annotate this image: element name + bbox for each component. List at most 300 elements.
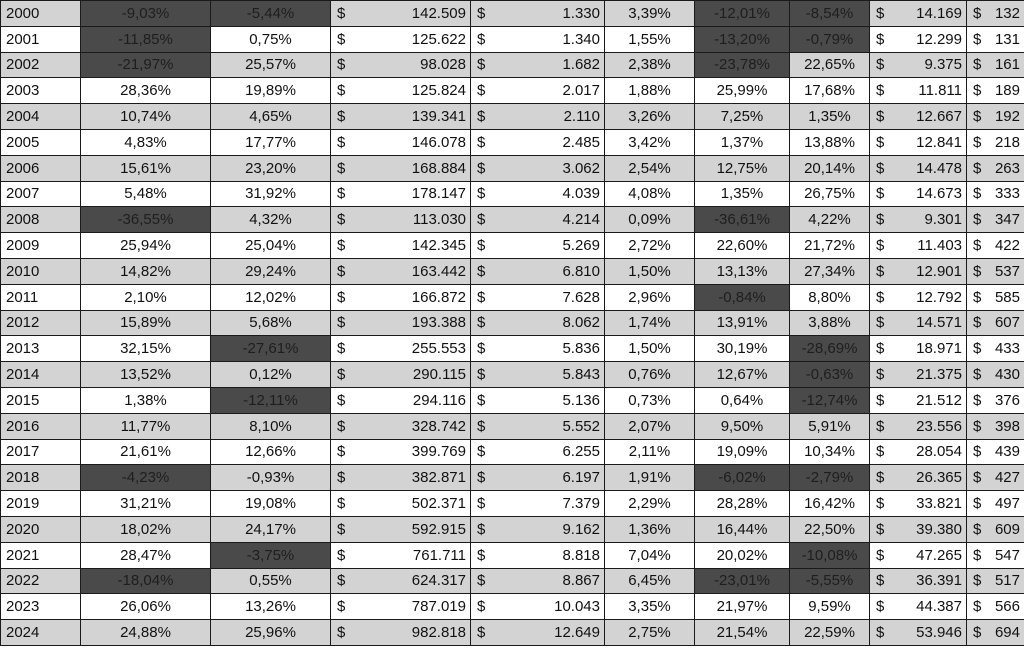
table-row (1, 336, 1024, 362)
cell-value: 47.265 (916, 546, 962, 564)
currency-symbol: $ (973, 366, 982, 384)
cell-value: 12.649 (554, 624, 600, 642)
currency-symbol: $ (337, 4, 346, 22)
currency-symbol: $ (876, 237, 885, 255)
value-b-cell (471, 568, 605, 594)
value-c-cell (870, 491, 967, 517)
pct-e-cell: -0,63% (790, 362, 870, 388)
cell-value: 44.387 (916, 598, 962, 616)
value-d-cell (967, 78, 1024, 104)
value-d-cell (967, 491, 1024, 517)
pct-d-cell: 13,91% (695, 310, 790, 336)
currency-symbol: $ (337, 469, 346, 487)
pct-a-cell: 11,77% (81, 413, 211, 439)
pct-e-cell: 20,14% (790, 155, 870, 181)
value-c-cell (870, 568, 967, 594)
value-c-cell (870, 78, 967, 104)
cell-value: 439 (994, 443, 1020, 461)
cell-value: 11.811 (918, 82, 962, 100)
cell-value: 6.197 (562, 469, 600, 487)
year-cell: 2009 (1, 233, 81, 259)
value-d-cell (967, 568, 1024, 594)
pct-e-cell: 16,42% (790, 491, 870, 517)
cell-value: 9.375 (924, 56, 962, 74)
cell-value: 12.667 (916, 108, 962, 126)
currency-symbol: $ (477, 314, 486, 332)
currency-symbol: $ (337, 520, 346, 538)
value-b-cell (471, 465, 605, 491)
pct-c-cell: 2,96% (605, 284, 695, 310)
currency-symbol: $ (337, 443, 346, 461)
cell-value: 5.552 (562, 417, 600, 435)
value-c-cell (870, 413, 967, 439)
cell-value: 163.442 (411, 262, 466, 280)
value-d-cell (967, 620, 1024, 646)
currency-symbol: $ (973, 469, 982, 487)
cell-value: 607 (994, 314, 1020, 332)
value-c-cell (870, 258, 967, 284)
value-c-cell (870, 387, 967, 413)
value-c-cell (870, 52, 967, 78)
value-a-cell (331, 258, 471, 284)
year-cell: 2007 (1, 181, 81, 207)
pct-c-cell: 0,73% (605, 387, 695, 413)
cell-value: 2.110 (563, 108, 600, 126)
currency-symbol: $ (477, 520, 486, 538)
pct-b-cell: 19,08% (211, 491, 331, 517)
value-a-cell (331, 387, 471, 413)
value-d-cell (967, 181, 1024, 207)
year-cell: 2003 (1, 78, 81, 104)
currency-symbol: $ (876, 56, 885, 74)
value-b-cell (471, 620, 605, 646)
cell-value: 23.556 (916, 417, 962, 435)
cell-value: 21.375 (916, 366, 962, 384)
currency-symbol: $ (876, 391, 885, 409)
currency-symbol: $ (337, 624, 346, 642)
value-c-cell (870, 129, 967, 155)
currency-symbol: $ (973, 495, 982, 513)
value-b-cell (471, 1, 605, 27)
cell-value: 4.214 (562, 211, 600, 229)
pct-b-cell: -27,61% (211, 336, 331, 362)
cell-value: 376 (994, 391, 1020, 409)
pct-e-cell: 27,34% (790, 258, 870, 284)
currency-symbol: $ (876, 598, 885, 616)
currency-symbol: $ (973, 30, 982, 48)
pct-e-cell: 22,59% (790, 620, 870, 646)
pct-c-cell: 2,72% (605, 233, 695, 259)
pct-c-cell: 2,38% (605, 52, 695, 78)
cell-value: 497 (994, 495, 1020, 513)
currency-symbol: $ (973, 443, 982, 461)
pct-c-cell: 1,36% (605, 516, 695, 542)
value-a-cell (331, 465, 471, 491)
pct-d-cell: -6,02% (695, 465, 790, 491)
cell-value: 189 (994, 82, 1020, 100)
value-a-cell (331, 439, 471, 465)
year-cell: 2006 (1, 155, 81, 181)
cell-value: 166.872 (411, 288, 466, 306)
currency-symbol: $ (973, 56, 982, 74)
cell-value: 161 (994, 56, 1020, 74)
cell-value: 168.884 (411, 159, 466, 177)
currency-symbol: $ (477, 340, 486, 358)
pct-b-cell: -0,93% (211, 465, 331, 491)
table-row (1, 310, 1024, 336)
value-d-cell (967, 310, 1024, 336)
pct-d-cell: 16,44% (695, 516, 790, 542)
currency-symbol: $ (973, 108, 982, 126)
year-cell: 2015 (1, 387, 81, 413)
table-row (1, 491, 1024, 517)
pct-e-cell: 22,50% (790, 516, 870, 542)
currency-symbol: $ (876, 520, 885, 538)
cell-value: 1.340 (562, 30, 600, 48)
cell-value: 537 (994, 262, 1020, 280)
pct-e-cell: 10,34% (790, 439, 870, 465)
value-b-cell (471, 129, 605, 155)
pct-e-cell: 17,68% (790, 78, 870, 104)
currency-symbol: $ (973, 211, 982, 229)
value-b-cell (471, 78, 605, 104)
pct-a-cell: -36,55% (81, 207, 211, 233)
cell-value: 12.901 (916, 262, 962, 280)
pct-e-cell: 13,88% (790, 129, 870, 155)
currency-symbol: $ (477, 288, 486, 306)
cell-value: 333 (994, 185, 1020, 203)
currency-symbol: $ (973, 82, 982, 100)
cell-value: 694 (994, 624, 1020, 642)
pct-a-cell: -18,04% (81, 568, 211, 594)
pct-d-cell: 21,97% (695, 594, 790, 620)
year-cell: 2004 (1, 104, 81, 130)
pct-d-cell: -13,20% (695, 26, 790, 52)
pct-d-cell: -12,01% (695, 1, 790, 27)
pct-e-cell: -28,69% (790, 336, 870, 362)
cell-value: 8.818 (562, 546, 600, 564)
cell-value: 218 (994, 133, 1020, 151)
value-d-cell (967, 1, 1024, 27)
cell-value: 12.299 (916, 30, 962, 48)
value-b-cell (471, 387, 605, 413)
value-b-cell (471, 336, 605, 362)
pct-c-cell: 3,26% (605, 104, 695, 130)
value-a-cell (331, 284, 471, 310)
currency-symbol: $ (337, 366, 346, 384)
cell-value: 12.841 (916, 133, 962, 151)
value-b-cell (471, 594, 605, 620)
currency-symbol: $ (477, 443, 486, 461)
pct-b-cell: -12,11% (211, 387, 331, 413)
currency-symbol: $ (876, 159, 885, 177)
currency-symbol: $ (973, 4, 982, 22)
pct-a-cell: 1,38% (81, 387, 211, 413)
pct-c-cell: 3,42% (605, 129, 695, 155)
currency-symbol: $ (337, 237, 346, 255)
currency-symbol: $ (876, 624, 885, 642)
cell-value: 624.317 (411, 572, 466, 590)
currency-symbol: $ (973, 262, 982, 280)
value-a-cell (331, 568, 471, 594)
currency-symbol: $ (876, 443, 885, 461)
pct-e-cell: -8,54% (790, 1, 870, 27)
cell-value: 5.136 (562, 391, 600, 409)
cell-value: 7.379 (562, 495, 600, 513)
currency-symbol: $ (876, 211, 885, 229)
cell-value: 5.843 (562, 366, 600, 384)
pct-a-cell: 4,83% (81, 129, 211, 155)
pct-c-cell: 3,39% (605, 1, 695, 27)
cell-value: 382.871 (411, 469, 466, 487)
year-cell: 2018 (1, 465, 81, 491)
currency-symbol: $ (337, 159, 346, 177)
currency-symbol: $ (876, 469, 885, 487)
cell-value: 347 (994, 211, 1020, 229)
cell-value: 10.043 (554, 598, 600, 616)
year-cell: 2012 (1, 310, 81, 336)
table-body (1, 1, 1024, 646)
value-a-cell (331, 336, 471, 362)
currency-symbol: $ (477, 30, 486, 48)
cell-value: 255.553 (411, 340, 466, 358)
value-b-cell (471, 413, 605, 439)
pct-d-cell: 25,99% (695, 78, 790, 104)
value-c-cell (870, 310, 967, 336)
currency-symbol: $ (876, 495, 885, 513)
table-row (1, 362, 1024, 388)
pct-e-cell: 8,80% (790, 284, 870, 310)
pct-a-cell: 18,02% (81, 516, 211, 542)
table-row (1, 284, 1024, 310)
table-row (1, 594, 1024, 620)
pct-b-cell: 5,68% (211, 310, 331, 336)
cell-value: 2.485 (562, 133, 600, 151)
pct-d-cell: -36,61% (695, 207, 790, 233)
cell-value: 142.345 (411, 237, 466, 255)
year-cell: 2013 (1, 336, 81, 362)
pct-a-cell: -11,85% (81, 26, 211, 52)
pct-c-cell: 1,91% (605, 465, 695, 491)
currency-symbol: $ (876, 288, 885, 306)
currency-symbol: $ (973, 546, 982, 564)
pct-d-cell: 22,60% (695, 233, 790, 259)
cell-value: 193.388 (411, 314, 466, 332)
currency-symbol: $ (337, 572, 346, 590)
pct-e-cell: -5,55% (790, 568, 870, 594)
table-row (1, 78, 1024, 104)
cell-value: 36.391 (916, 572, 962, 590)
value-d-cell (967, 155, 1024, 181)
table-row (1, 233, 1024, 259)
pct-c-cell: 1,88% (605, 78, 695, 104)
cell-value: 6.810 (562, 262, 600, 280)
pct-d-cell: -23,01% (695, 568, 790, 594)
pct-b-cell: 23,20% (211, 155, 331, 181)
cell-value: 566 (994, 598, 1020, 616)
table-row (1, 413, 1024, 439)
year-cell: 2022 (1, 568, 81, 594)
value-b-cell (471, 439, 605, 465)
currency-symbol: $ (477, 469, 486, 487)
pct-b-cell: 13,26% (211, 594, 331, 620)
pct-c-cell: 1,74% (605, 310, 695, 336)
table-row (1, 207, 1024, 233)
value-a-cell (331, 104, 471, 130)
cell-value: 192 (994, 108, 1020, 126)
currency-symbol: $ (337, 288, 346, 306)
value-c-cell (870, 620, 967, 646)
pct-d-cell: 12,75% (695, 155, 790, 181)
currency-symbol: $ (477, 56, 486, 74)
currency-symbol: $ (337, 185, 346, 203)
table-row (1, 181, 1024, 207)
cell-value: 433 (994, 340, 1020, 358)
currency-symbol: $ (337, 262, 346, 280)
value-b-cell (471, 491, 605, 517)
pct-a-cell: 28,36% (81, 78, 211, 104)
currency-symbol: $ (337, 108, 346, 126)
value-c-cell (870, 207, 967, 233)
cell-value: 547 (994, 546, 1020, 564)
pct-b-cell: 4,65% (211, 104, 331, 130)
pct-d-cell: 20,02% (695, 542, 790, 568)
pct-e-cell: 21,72% (790, 233, 870, 259)
table-row (1, 387, 1024, 413)
cell-value: 9.162 (562, 520, 600, 538)
currency-symbol: $ (973, 185, 982, 203)
value-d-cell (967, 207, 1024, 233)
year-cell: 2005 (1, 129, 81, 155)
pct-c-cell: 6,45% (605, 568, 695, 594)
value-a-cell (331, 516, 471, 542)
value-b-cell (471, 26, 605, 52)
value-b-cell (471, 207, 605, 233)
pct-b-cell: 25,57% (211, 52, 331, 78)
cell-value: 263 (994, 159, 1020, 177)
cell-value: 517 (994, 572, 1020, 590)
value-a-cell (331, 542, 471, 568)
year-cell: 2002 (1, 52, 81, 78)
pct-d-cell: 1,35% (695, 181, 790, 207)
currency-symbol: $ (973, 340, 982, 358)
cell-value: 6.255 (562, 443, 600, 461)
cell-value: 8.867 (562, 572, 600, 590)
year-cell: 2020 (1, 516, 81, 542)
value-c-cell (870, 336, 967, 362)
value-b-cell (471, 155, 605, 181)
pct-c-cell: 3,35% (605, 594, 695, 620)
currency-symbol: $ (477, 417, 486, 435)
table-row (1, 516, 1024, 542)
currency-symbol: $ (876, 185, 885, 203)
pct-c-cell: 2,54% (605, 155, 695, 181)
currency-symbol: $ (876, 133, 885, 151)
value-a-cell (331, 620, 471, 646)
currency-symbol: $ (477, 572, 486, 590)
currency-symbol: $ (337, 56, 346, 74)
table-row (1, 104, 1024, 130)
pct-a-cell: 32,15% (81, 336, 211, 362)
pct-d-cell: 21,54% (695, 620, 790, 646)
year-cell: 2016 (1, 413, 81, 439)
pct-b-cell: 4,32% (211, 207, 331, 233)
value-c-cell (870, 465, 967, 491)
currency-symbol: $ (477, 624, 486, 642)
pct-e-cell: 4,22% (790, 207, 870, 233)
cell-value: 502.371 (411, 495, 466, 513)
value-a-cell (331, 155, 471, 181)
pct-a-cell: 15,89% (81, 310, 211, 336)
cell-value: 422 (994, 237, 1020, 255)
value-d-cell (967, 387, 1024, 413)
cell-value: 14.478 (916, 159, 962, 177)
cell-value: 5.836 (562, 340, 600, 358)
currency-symbol: $ (876, 572, 885, 590)
pct-d-cell: 28,28% (695, 491, 790, 517)
pct-e-cell: 3,88% (790, 310, 870, 336)
value-a-cell (331, 362, 471, 388)
cell-value: 142.509 (411, 4, 466, 22)
currency-symbol: $ (337, 546, 346, 564)
cell-value: 113.030 (412, 211, 466, 229)
value-c-cell (870, 26, 967, 52)
currency-symbol: $ (337, 495, 346, 513)
value-d-cell (967, 465, 1024, 491)
table-row (1, 465, 1024, 491)
pct-a-cell: 10,74% (81, 104, 211, 130)
pct-a-cell: 24,88% (81, 620, 211, 646)
table-row (1, 155, 1024, 181)
pct-b-cell: 31,92% (211, 181, 331, 207)
value-d-cell (967, 52, 1024, 78)
currency-symbol: $ (337, 211, 346, 229)
pct-c-cell: 2,07% (605, 413, 695, 439)
currency-symbol: $ (337, 133, 346, 151)
cell-value: 328.742 (411, 417, 466, 435)
cell-value: 132 (994, 4, 1020, 22)
pct-c-cell: 1,50% (605, 336, 695, 362)
year-cell: 2010 (1, 258, 81, 284)
pct-d-cell: 7,25% (695, 104, 790, 130)
pct-a-cell: 31,21% (81, 491, 211, 517)
pct-e-cell: -12,74% (790, 387, 870, 413)
pct-e-cell: 26,75% (790, 181, 870, 207)
cell-value: 8.062 (562, 314, 600, 332)
currency-symbol: $ (973, 133, 982, 151)
pct-c-cell: 1,55% (605, 26, 695, 52)
value-b-cell (471, 284, 605, 310)
year-cell: 2023 (1, 594, 81, 620)
table-row (1, 542, 1024, 568)
pct-b-cell: 25,04% (211, 233, 331, 259)
value-c-cell (870, 233, 967, 259)
value-a-cell (331, 207, 471, 233)
cell-value: 9.301 (924, 211, 962, 229)
currency-symbol: $ (876, 262, 885, 280)
cell-value: 5.269 (562, 237, 600, 255)
currency-symbol: $ (973, 598, 982, 616)
pct-d-cell: 1,37% (695, 129, 790, 155)
pct-e-cell: -0,79% (790, 26, 870, 52)
year-cell: 2024 (1, 620, 81, 646)
value-b-cell (471, 542, 605, 568)
currency-symbol: $ (876, 340, 885, 358)
pct-a-cell: -4,23% (81, 465, 211, 491)
pct-a-cell: 26,06% (81, 594, 211, 620)
currency-symbol: $ (876, 417, 885, 435)
value-d-cell (967, 284, 1024, 310)
